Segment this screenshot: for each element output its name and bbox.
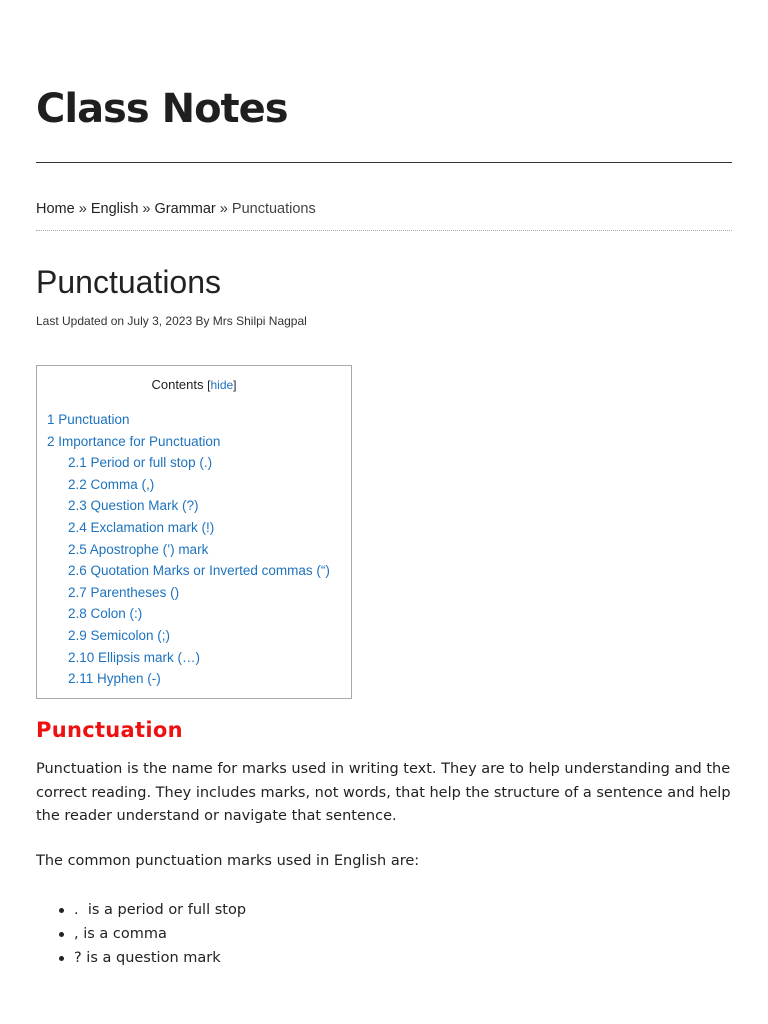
toc-toggle-bracket: ] [233, 378, 237, 392]
breadcrumb-separator: » [142, 201, 151, 217]
punctuation-list [36, 898, 246, 970]
toc-link[interactable]: 2.8 Colon (:) [68, 606, 143, 622]
toc-item [47, 432, 330, 454]
toc-hide-link[interactable]: hide [210, 378, 234, 392]
paragraph-intro: Punctuation is the name for marks used in writing text. They are to help understanding and the correct reading. They includes marks, not words, that help the structure of a sentence and help the reader understand or navigate that sentence. [36, 761, 731, 824]
page-title: Punctuations [36, 264, 222, 300]
toc-link[interactable]: 2.4 Exclamation mark (!) [68, 519, 215, 535]
table-of-contents [36, 365, 352, 699]
breadcrumb-english[interactable]: English [90, 201, 139, 217]
toc-item [47, 583, 330, 605]
toc-link[interactable]: 2.10 Ellipsis mark (…) [68, 649, 201, 665]
breadcrumb-current: Punctuations [231, 201, 316, 217]
toc-item [47, 475, 330, 497]
toc-toggle [207, 378, 236, 392]
toc-item [47, 540, 330, 562]
toc-link[interactable]: 1 Punctuation [47, 412, 130, 427]
list-item: . is a period or full stop [36, 898, 246, 922]
toc-link[interactable]: 2.11 Hyphen (-) [68, 671, 161, 687]
toc-link[interactable]: 2.7 Parentheses () [68, 584, 180, 600]
toc-link[interactable]: 2.3 Question Mark (?) [68, 498, 199, 514]
toc-link[interactable]: 2.6 Quotation Marks or Inverted commas (“) [68, 563, 330, 579]
toc-item [47, 604, 330, 626]
breadcrumb-separator: » [78, 201, 87, 217]
toc-link[interactable]: 2.5 Apostrophe (’) mark [68, 541, 209, 557]
toc-item [47, 410, 330, 432]
toc-toggle-bracket: [ [207, 378, 211, 392]
breadcrumb-home[interactable]: Home [36, 201, 75, 217]
toc-item [47, 496, 330, 518]
toc-item [47, 561, 330, 583]
breadcrumb [36, 200, 316, 218]
toc-item [47, 669, 330, 691]
breadcrumb-grammar[interactable]: Grammar [154, 201, 216, 217]
breadcrumb-separator: » [219, 201, 228, 217]
toc-item [47, 626, 330, 648]
site-title[interactable]: Class Notes [36, 86, 288, 132]
post-meta: Last Updated on July 3, 2023 By Mrs Shilpi Nagpal [36, 314, 307, 328]
toc-title: Contents [151, 377, 204, 392]
toc-link[interactable]: 2 Importance for Punctuation [47, 433, 221, 449]
toc-link[interactable]: 2.1 Period or full stop (.) [68, 455, 213, 471]
toc-item [47, 518, 330, 540]
toc-link[interactable]: 2.9 Semicolon (;) [68, 627, 171, 643]
toc-list [47, 410, 330, 691]
toc-item [47, 453, 330, 475]
toc-item [47, 648, 330, 670]
toc-header [37, 376, 351, 394]
paragraph-list-intro: The common punctuation marks used in English are: [36, 853, 420, 869]
list-item: ? is a question mark [36, 946, 246, 970]
header-divider [36, 162, 732, 163]
section-heading-punctuation: Punctuation [36, 718, 183, 742]
breadcrumb-divider [36, 230, 732, 231]
list-item: , is a comma [36, 922, 246, 946]
toc-link[interactable]: 2.2 Comma (,) [68, 476, 155, 492]
